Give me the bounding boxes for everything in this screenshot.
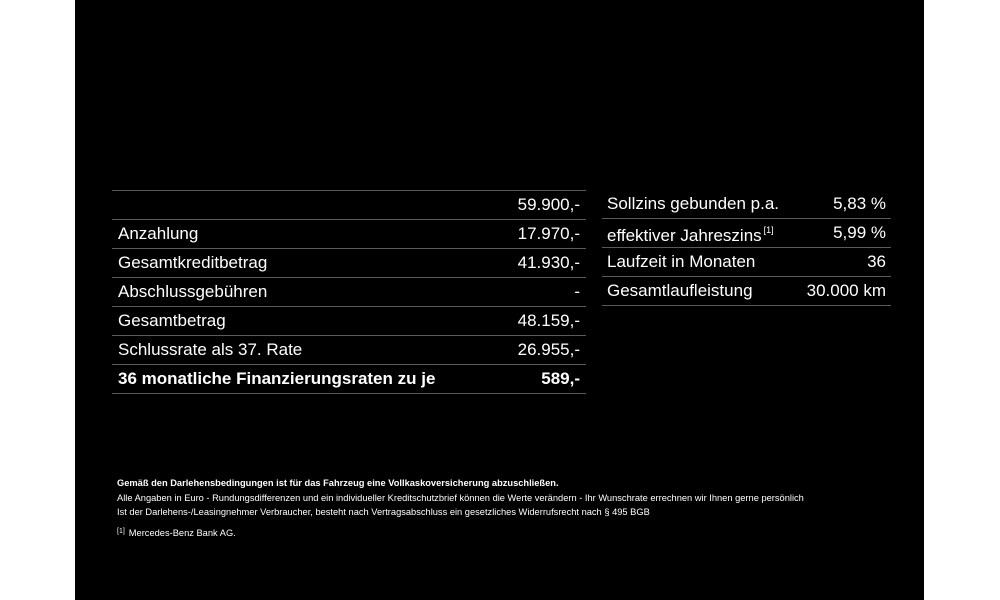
table-row-down-payment <box>112 220 586 249</box>
insurance-notice: Gemäß den Darlehensbedingungen ist für das Fahrzeug eine Vollkaskoversicherung abzuschließen. <box>117 478 559 488</box>
footnote-marker: [1] <box>763 225 774 235</box>
table-row-monthly-rate <box>112 365 586 394</box>
disclaimer-line: Alle Angaben in Euro - Rundungsdifferenzen und ein individueller Kreditschutzbrief können die Werte verändern - Ihr Wunschrate errechnen wir Ihnen gerne persönlich <box>117 492 804 503</box>
row-value: 5,99 % <box>833 223 886 242</box>
table-row-price <box>112 191 586 220</box>
row-label: Laufzeit in Monaten <box>607 252 756 271</box>
row-label-with-note <box>607 216 774 250</box>
table-row-closing-fees <box>112 278 586 307</box>
row-label: Sollzins gebunden p.a. <box>607 194 780 213</box>
table-row-effective-rate <box>602 219 891 248</box>
row-label: Anzahlung <box>118 224 199 243</box>
row-label: Schlussrate als 37. Rate <box>118 340 303 359</box>
table-row-total-credit <box>112 249 586 278</box>
finance-offer-panel <box>75 0 924 600</box>
row-label: Abschlussgebühren <box>118 282 268 301</box>
row-value: 5,83 % <box>833 194 886 213</box>
row-value: - <box>574 282 580 301</box>
footnote-ref-marker: [1] <box>117 527 125 535</box>
row-value: 59.900,- <box>517 195 580 214</box>
row-value: 48.159,- <box>517 311 580 330</box>
footnote-reference <box>117 525 897 541</box>
row-value: 41.930,- <box>517 253 580 272</box>
row-label: Gesamtbetrag <box>118 311 226 330</box>
row-value: 17.970,- <box>517 224 580 243</box>
row-label: Gesamtlaufleistung <box>607 281 753 300</box>
terms-table <box>602 190 891 306</box>
row-label: Gesamtkreditbetrag <box>118 253 268 272</box>
table-row-total-mileage <box>602 277 891 306</box>
row-value: 26.955,- <box>517 340 580 359</box>
table-row-nominal-rate <box>602 190 891 219</box>
table-row-term-months <box>602 248 891 277</box>
row-value: 30.000 km <box>806 281 886 300</box>
withdrawal-notice: Ist der Darlehens-/Leasingnehmer Verbraucher, besteht nach Vertragsabschluss ein gesetzliches Widerrufsrecht nach § 495 BGB <box>117 507 650 517</box>
legal-footnotes <box>117 476 897 540</box>
table-row-total-amount <box>112 307 586 336</box>
row-value: 589,- <box>541 369 580 388</box>
table-row-final-rate <box>112 336 586 365</box>
row-label: effektiver Jahreszins <box>607 226 762 245</box>
footnote-ref-text: Mercedes-Benz Bank AG. <box>128 527 236 538</box>
row-value: 36 <box>867 252 886 271</box>
financing-table <box>112 190 586 394</box>
row-label: 36 monatliche Finanzierungsraten zu je <box>118 369 436 388</box>
